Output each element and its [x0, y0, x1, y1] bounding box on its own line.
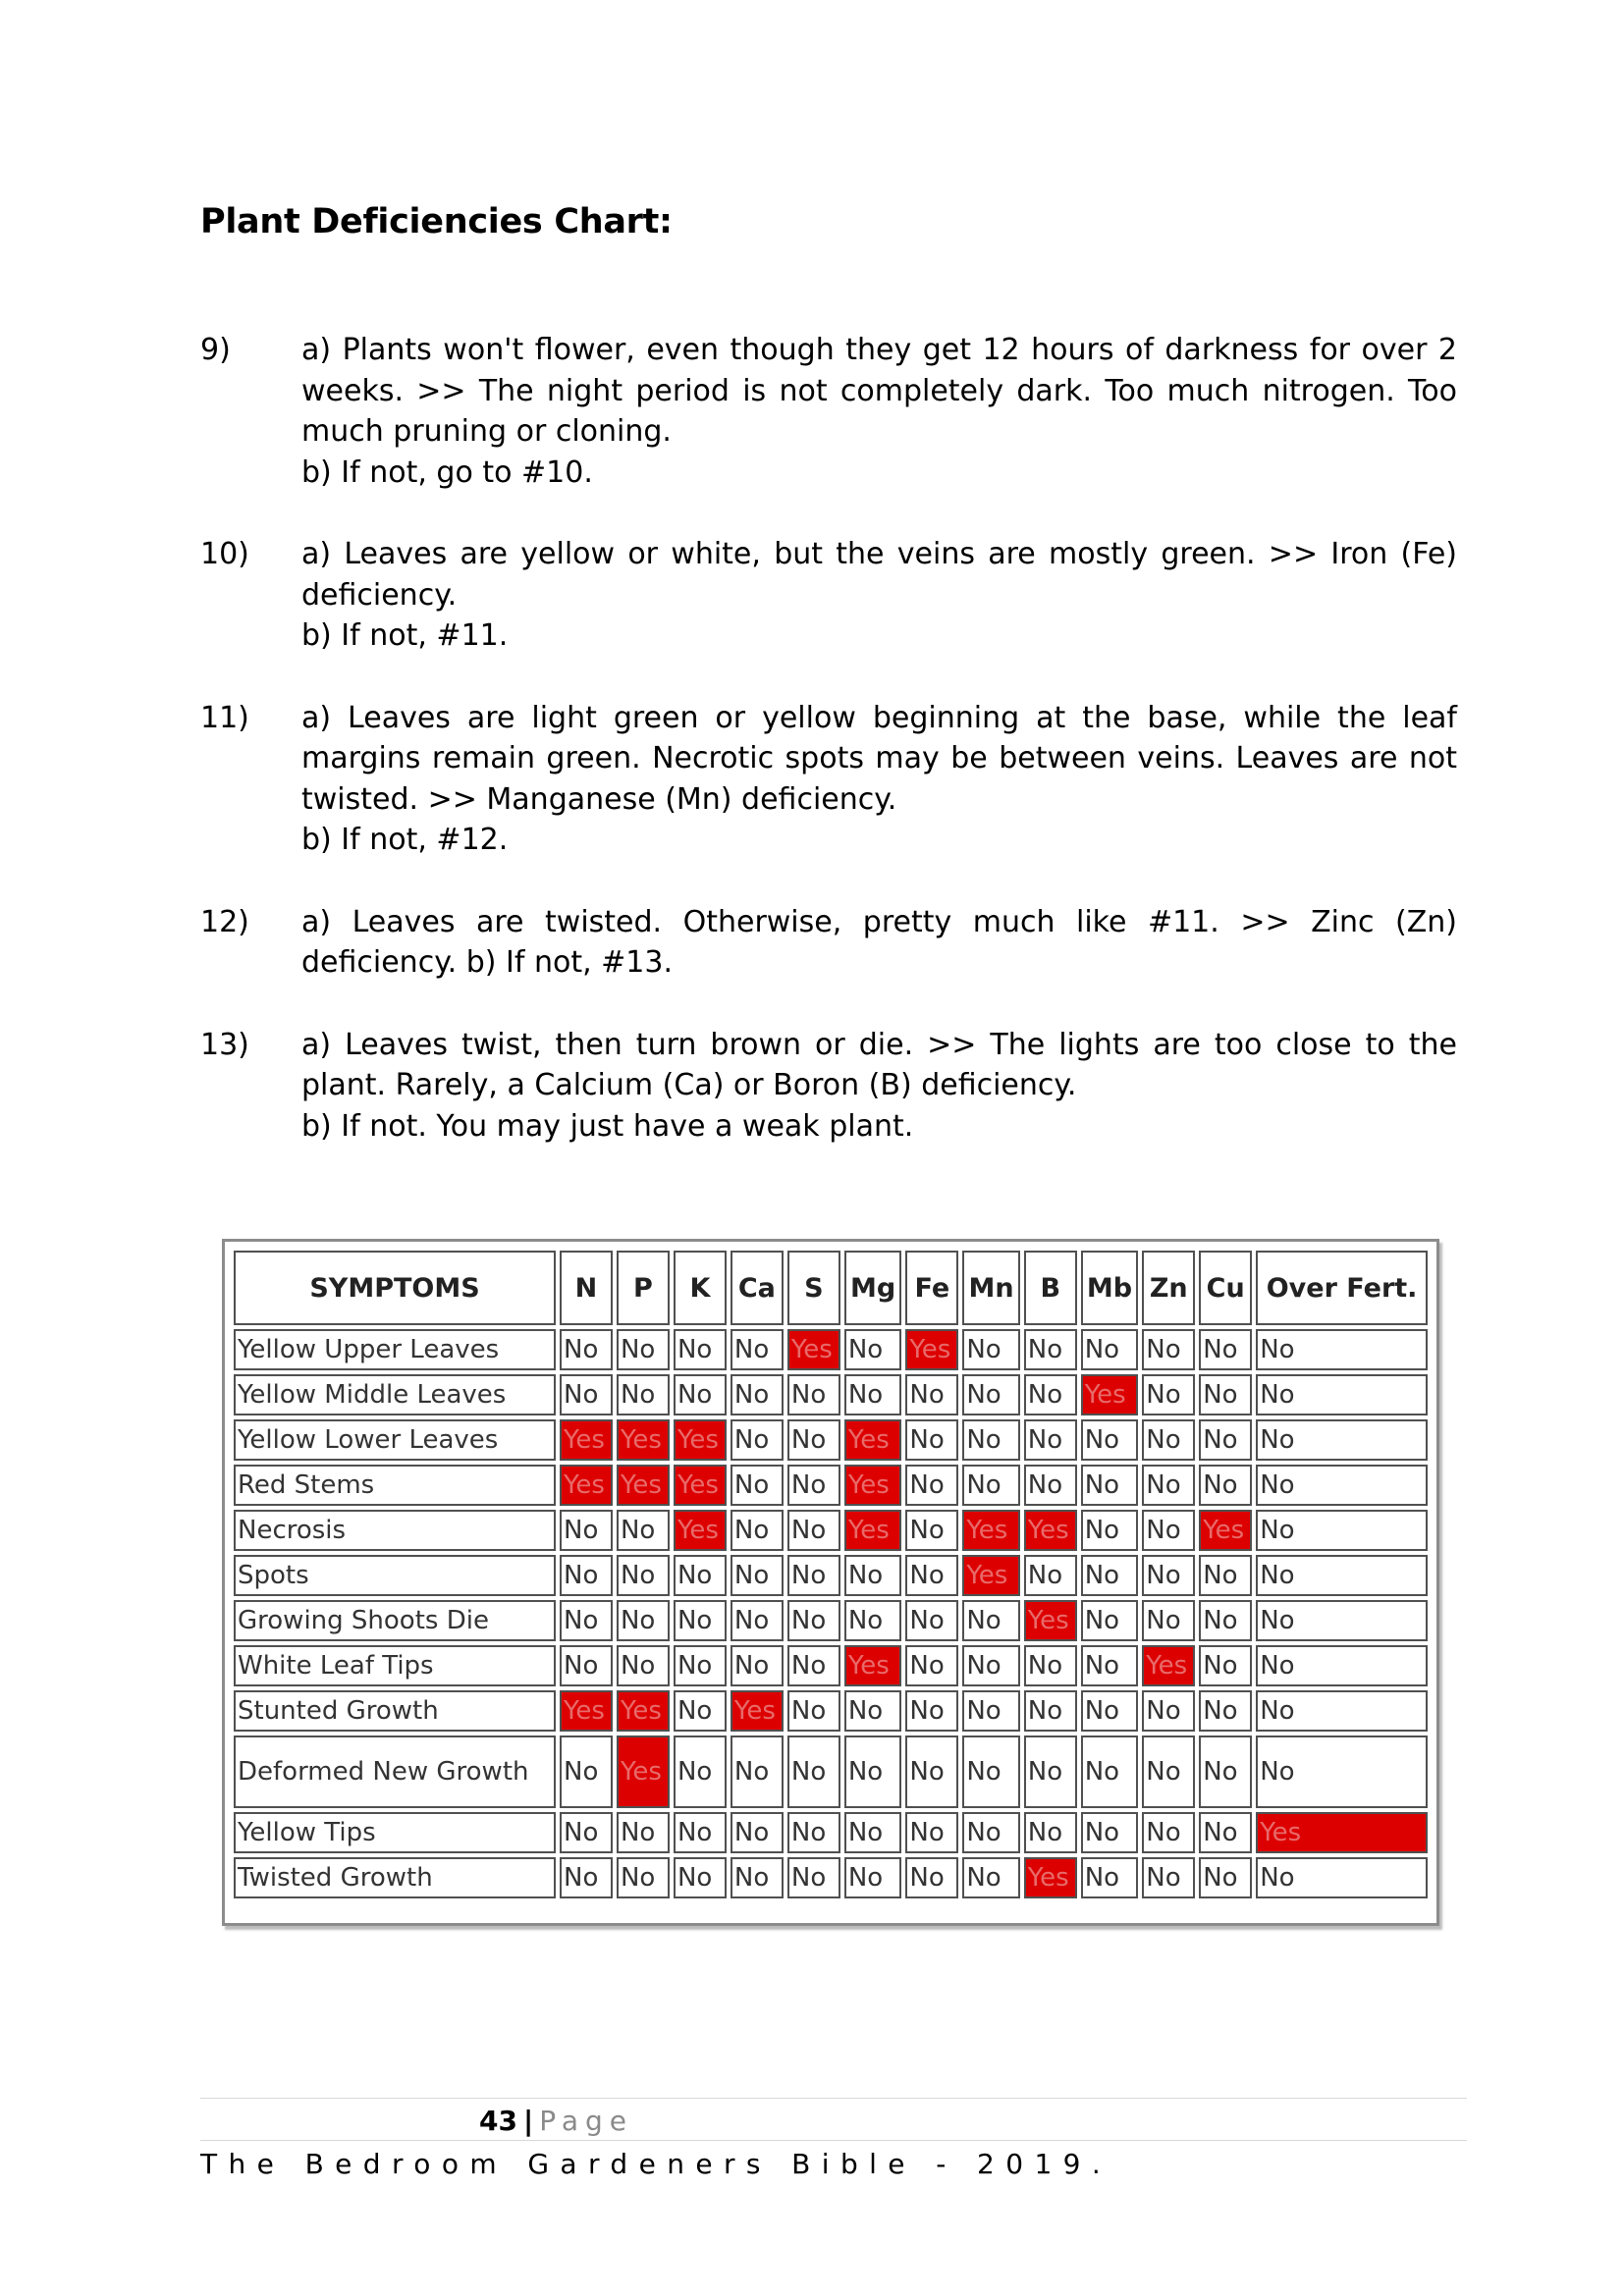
yes-cell: Yes	[844, 1465, 902, 1506]
no-cell: No	[1199, 1419, 1252, 1461]
item-line: b) If not, #12.	[301, 823, 509, 857]
table-row	[234, 1857, 1428, 1898]
no-cell: No	[905, 1419, 958, 1461]
page-label: Page	[539, 2105, 633, 2137]
no-cell: No	[1024, 1465, 1077, 1506]
no-cell: No	[1199, 1374, 1252, 1415]
no-cell: No	[1256, 1645, 1428, 1686]
no-cell: No	[731, 1465, 784, 1506]
symptom-cell: Yellow Tips	[234, 1812, 556, 1853]
no-cell: No	[1256, 1600, 1428, 1641]
column-header: Cu	[1199, 1251, 1252, 1325]
column-header: S	[787, 1251, 840, 1325]
no-cell: No	[1081, 1857, 1139, 1898]
no-cell: No	[1142, 1690, 1195, 1732]
no-cell: No	[1199, 1857, 1252, 1898]
symptom-cell: Red Stems	[234, 1465, 556, 1506]
item-line: a) Plants won't flower, even though they get 12 hours of darkness for over 2 weeks. >> The night period is not completely dark. Too much nitrogen. Too much pruning or cloning.	[301, 333, 1457, 449]
no-cell: No	[905, 1465, 958, 1506]
no-cell: No	[905, 1735, 958, 1808]
no-cell: No	[1256, 1555, 1428, 1596]
no-cell: No	[674, 1735, 727, 1808]
no-cell: No	[962, 1857, 1019, 1898]
list-item	[200, 534, 1457, 657]
yes-cell: Yes	[905, 1329, 958, 1370]
no-cell: No	[844, 1690, 902, 1732]
no-cell: No	[674, 1555, 727, 1596]
yes-cell: Yes	[617, 1465, 670, 1506]
no-cell: No	[844, 1735, 902, 1808]
no-cell: No	[1024, 1812, 1077, 1853]
column-header: Ca	[731, 1251, 784, 1325]
no-cell: No	[1256, 1374, 1428, 1415]
no-cell: No	[905, 1645, 958, 1686]
no-cell: No	[674, 1690, 727, 1732]
column-header: Zn	[1142, 1251, 1195, 1325]
no-cell: No	[731, 1812, 784, 1853]
page-number-block	[479, 2105, 633, 2137]
symptom-cell: White Leaf Tips	[234, 1645, 556, 1686]
symptom-cell: Yellow Middle Leaves	[234, 1374, 556, 1415]
deficiency-chart-frame	[222, 1239, 1439, 1926]
yes-cell: Yes	[1024, 1857, 1077, 1898]
symptom-cell: Twisted Growth	[234, 1857, 556, 1898]
yes-cell: Yes	[674, 1419, 727, 1461]
no-cell: No	[1081, 1419, 1139, 1461]
table-row	[234, 1374, 1428, 1415]
item-line: b) If not, #11.	[301, 618, 509, 653]
symptom-cell: Deformed New Growth	[234, 1735, 556, 1808]
yes-cell: Yes	[617, 1690, 670, 1732]
no-cell: No	[1199, 1645, 1252, 1686]
yes-cell: Yes	[1024, 1600, 1077, 1641]
deficiency-table	[230, 1247, 1432, 1902]
no-cell: No	[1256, 1510, 1428, 1551]
no-cell: No	[617, 1510, 670, 1551]
no-cell: No	[844, 1555, 902, 1596]
yes-cell: Yes	[560, 1419, 613, 1461]
no-cell: No	[560, 1374, 613, 1415]
item-body	[301, 1025, 1457, 1148]
no-cell: No	[617, 1812, 670, 1853]
item-line: a) Leaves are twisted. Otherwise, pretty much like #11. >> Zinc (Zn) deficiency. b) If not, #13.	[301, 904, 1457, 980]
no-cell: No	[731, 1510, 784, 1551]
no-cell: No	[1256, 1735, 1428, 1808]
no-cell: No	[905, 1555, 958, 1596]
table-row	[234, 1555, 1428, 1596]
no-cell: No	[1024, 1419, 1077, 1461]
item-number: 12)	[200, 904, 249, 939]
no-cell: No	[787, 1645, 840, 1686]
no-cell: No	[787, 1812, 840, 1853]
no-cell: No	[1142, 1419, 1195, 1461]
table-body	[234, 1329, 1428, 1898]
item-line: b) If not. You may just have a weak plant.	[301, 1108, 914, 1144]
list-item	[200, 902, 1457, 984]
no-cell: No	[905, 1690, 958, 1732]
no-cell: No	[1142, 1465, 1195, 1506]
no-cell: No	[560, 1735, 613, 1808]
no-cell: No	[560, 1645, 613, 1686]
item-line: a) Leaves are yellow or white, but the veins are mostly green. >> Iron (Fe) deficiency.	[301, 537, 1457, 613]
no-cell: No	[787, 1600, 840, 1641]
column-header: N	[560, 1251, 613, 1325]
column-header: Fe	[905, 1251, 958, 1325]
yes-cell: Yes	[1142, 1645, 1195, 1686]
item-number: 9)	[200, 333, 231, 367]
no-cell: No	[1199, 1812, 1252, 1853]
no-cell: No	[1199, 1555, 1252, 1596]
column-header: P	[617, 1251, 670, 1325]
table-row	[234, 1419, 1428, 1461]
no-cell: No	[617, 1645, 670, 1686]
no-cell: No	[731, 1857, 784, 1898]
list-item	[200, 1025, 1457, 1148]
no-cell: No	[905, 1510, 958, 1551]
no-cell: No	[787, 1465, 840, 1506]
yes-cell: Yes	[962, 1555, 1019, 1596]
table-row	[234, 1510, 1428, 1551]
list-item	[200, 330, 1457, 493]
no-cell: No	[1081, 1600, 1139, 1641]
column-header: Mb	[1081, 1251, 1139, 1325]
no-cell: No	[787, 1857, 840, 1898]
no-cell: No	[962, 1419, 1019, 1461]
no-cell: No	[731, 1600, 784, 1641]
item-body	[301, 534, 1457, 657]
book-title: The Bedroom Gardeners Bible - 2019.	[200, 2148, 1112, 2180]
no-cell: No	[1024, 1374, 1077, 1415]
no-cell: No	[1142, 1600, 1195, 1641]
yes-cell: Yes	[844, 1419, 902, 1461]
no-cell: No	[1142, 1857, 1195, 1898]
no-cell: No	[787, 1735, 840, 1808]
no-cell: No	[1081, 1690, 1139, 1732]
no-cell: No	[905, 1812, 958, 1853]
no-cell: No	[731, 1374, 784, 1415]
no-cell: No	[1081, 1645, 1139, 1686]
yes-cell: Yes	[962, 1510, 1019, 1551]
no-cell: No	[674, 1645, 727, 1686]
no-cell: No	[1024, 1645, 1077, 1686]
no-cell: No	[560, 1329, 613, 1370]
no-cell: No	[1199, 1329, 1252, 1370]
no-cell: No	[787, 1690, 840, 1732]
page-separator: |	[522, 2105, 534, 2137]
no-cell: No	[962, 1735, 1019, 1808]
troubleshooting-list	[200, 330, 1457, 1188]
column-header-symptoms: SYMPTOMS	[234, 1251, 556, 1325]
no-cell: No	[962, 1600, 1019, 1641]
no-cell: No	[1081, 1329, 1139, 1370]
yes-cell: Yes	[844, 1510, 902, 1551]
no-cell: No	[787, 1374, 840, 1415]
symptom-cell: Stunted Growth	[234, 1690, 556, 1732]
no-cell: No	[962, 1812, 1019, 1853]
no-cell: No	[1256, 1857, 1428, 1898]
column-header: Mn	[962, 1251, 1019, 1325]
no-cell: No	[962, 1690, 1019, 1732]
table-row	[234, 1600, 1428, 1641]
item-line: a) Leaves are light green or yellow beginning at the base, while the leaf margins remain green. Necrotic spots may be between veins. Leaves are not twisted. >> Manganese (Mn) deficiency.	[301, 700, 1457, 817]
no-cell: No	[1256, 1419, 1428, 1461]
table-row	[234, 1812, 1428, 1853]
no-cell: No	[617, 1329, 670, 1370]
no-cell: No	[1142, 1374, 1195, 1415]
no-cell: No	[1081, 1555, 1139, 1596]
no-cell: No	[1024, 1329, 1077, 1370]
no-cell: No	[674, 1329, 727, 1370]
item-number: 11)	[200, 700, 249, 735]
no-cell: No	[560, 1555, 613, 1596]
no-cell: No	[1142, 1555, 1195, 1596]
symptom-cell: Yellow Lower Leaves	[234, 1419, 556, 1461]
column-header: Over Fert.	[1256, 1251, 1428, 1325]
no-cell: No	[1081, 1812, 1139, 1853]
no-cell: No	[844, 1329, 902, 1370]
no-cell: No	[1024, 1690, 1077, 1732]
no-cell: No	[560, 1510, 613, 1551]
no-cell: No	[674, 1812, 727, 1853]
no-cell: No	[962, 1374, 1019, 1415]
symptom-cell: Yellow Upper Leaves	[234, 1329, 556, 1370]
table-header-row	[234, 1251, 1428, 1325]
list-item	[200, 698, 1457, 861]
no-cell: No	[1142, 1735, 1195, 1808]
no-cell: No	[1256, 1690, 1428, 1732]
no-cell: No	[674, 1600, 727, 1641]
no-cell: No	[1142, 1510, 1195, 1551]
no-cell: No	[1081, 1465, 1139, 1506]
no-cell: No	[905, 1374, 958, 1415]
no-cell: No	[1199, 1735, 1252, 1808]
yes-cell: Yes	[674, 1510, 727, 1551]
no-cell: No	[1024, 1555, 1077, 1596]
no-cell: No	[1081, 1735, 1139, 1808]
no-cell: No	[617, 1374, 670, 1415]
item-body	[301, 902, 1457, 984]
item-line: b) If not, go to #10.	[301, 454, 593, 490]
no-cell: No	[731, 1329, 784, 1370]
yes-cell: Yes	[617, 1735, 670, 1808]
page-number: 43	[479, 2105, 517, 2137]
no-cell: No	[731, 1555, 784, 1596]
no-cell: No	[844, 1857, 902, 1898]
no-cell: No	[1142, 1329, 1195, 1370]
no-cell: No	[1199, 1690, 1252, 1732]
column-header: B	[1024, 1251, 1077, 1325]
no-cell: No	[617, 1555, 670, 1596]
no-cell: No	[787, 1510, 840, 1551]
footer-rule-top	[200, 2098, 1467, 2099]
column-header: K	[674, 1251, 727, 1325]
no-cell: No	[617, 1857, 670, 1898]
no-cell: No	[1081, 1510, 1139, 1551]
yes-cell: Yes	[1256, 1812, 1428, 1853]
no-cell: No	[962, 1465, 1019, 1506]
item-body	[301, 330, 1457, 493]
page-title: Plant Deficiencies Chart:	[200, 202, 673, 241]
no-cell: No	[560, 1600, 613, 1641]
item-line: a) Leaves twist, then turn brown or die. >> The lights are too close to the plant. Rarely, a Calcium (Ca) or Boron (B) deficiency.	[301, 1027, 1457, 1102]
no-cell: No	[1199, 1600, 1252, 1641]
yes-cell: Yes	[1199, 1510, 1252, 1551]
no-cell: No	[560, 1812, 613, 1853]
footer-rule-bottom	[200, 2140, 1467, 2141]
no-cell: No	[787, 1419, 840, 1461]
column-header: Mg	[844, 1251, 902, 1325]
no-cell: No	[1024, 1735, 1077, 1808]
no-cell: No	[674, 1857, 727, 1898]
item-number: 13)	[200, 1027, 249, 1062]
yes-cell: Yes	[844, 1645, 902, 1686]
yes-cell: Yes	[560, 1465, 613, 1506]
no-cell: No	[787, 1555, 840, 1596]
item-body	[301, 698, 1457, 861]
no-cell: No	[617, 1600, 670, 1641]
symptom-cell: Growing Shoots Die	[234, 1600, 556, 1641]
table-row	[234, 1690, 1428, 1732]
no-cell: No	[905, 1857, 958, 1898]
yes-cell: Yes	[617, 1419, 670, 1461]
no-cell: No	[844, 1600, 902, 1641]
no-cell: No	[844, 1374, 902, 1415]
no-cell: No	[731, 1735, 784, 1808]
no-cell: No	[905, 1600, 958, 1641]
no-cell: No	[674, 1374, 727, 1415]
no-cell: No	[560, 1857, 613, 1898]
yes-cell: Yes	[787, 1329, 840, 1370]
table-row	[234, 1465, 1428, 1506]
no-cell: No	[962, 1645, 1019, 1686]
no-cell: No	[1256, 1329, 1428, 1370]
no-cell: No	[1142, 1812, 1195, 1853]
yes-cell: Yes	[1024, 1510, 1077, 1551]
symptom-cell: Necrosis	[234, 1510, 556, 1551]
yes-cell: Yes	[560, 1690, 613, 1732]
table-row	[234, 1735, 1428, 1808]
table-row	[234, 1329, 1428, 1370]
symptom-cell: Spots	[234, 1555, 556, 1596]
table-row	[234, 1645, 1428, 1686]
no-cell: No	[844, 1812, 902, 1853]
no-cell: No	[731, 1645, 784, 1686]
no-cell: No	[1256, 1465, 1428, 1506]
yes-cell: Yes	[674, 1465, 727, 1506]
yes-cell: Yes	[731, 1690, 784, 1732]
item-number: 10)	[200, 537, 249, 571]
no-cell: No	[1199, 1465, 1252, 1506]
no-cell: No	[731, 1419, 784, 1461]
no-cell: No	[962, 1329, 1019, 1370]
yes-cell: Yes	[1081, 1374, 1139, 1415]
